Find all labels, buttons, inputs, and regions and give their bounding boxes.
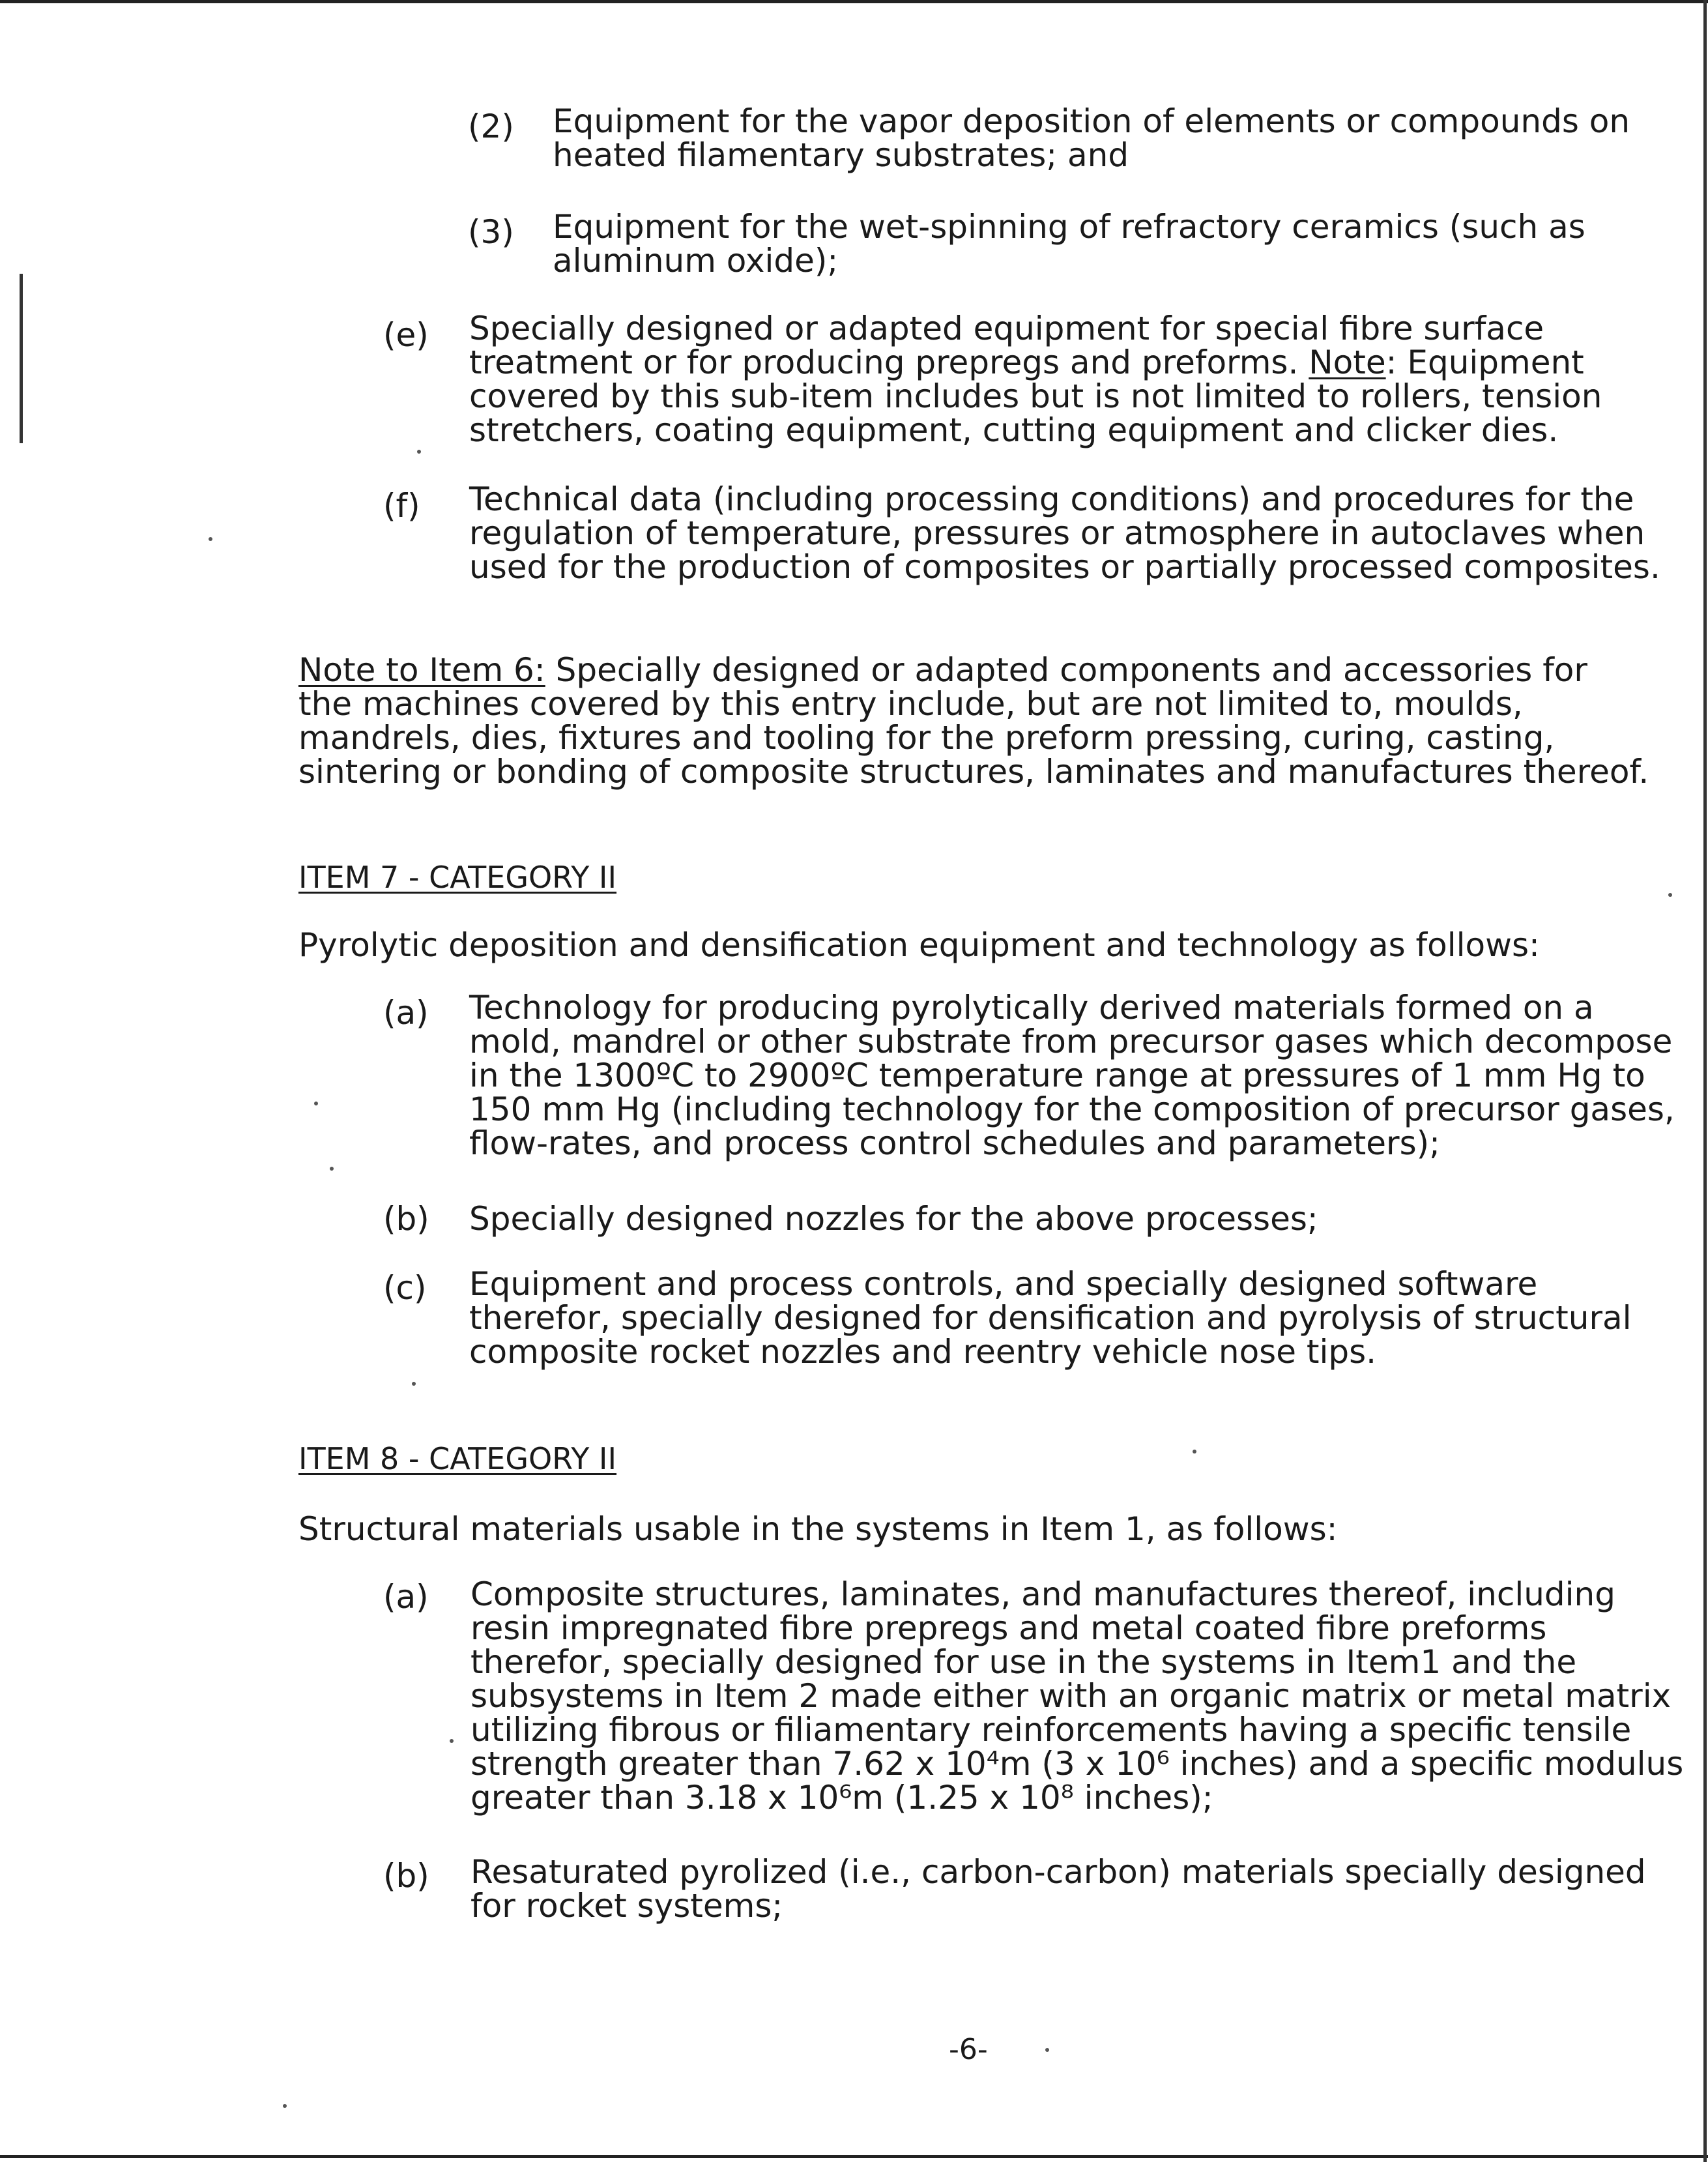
item-8-b-text bbox=[470, 1855, 1696, 1923]
item-2-paragraph: Equipment for the vapor deposition of elements or compounds on heated filamentary substrates; and bbox=[553, 102, 1630, 174]
item-e-text-before: Specially designed or adapted equipment for special fibre surface treatment or for producing prepregs and preforms. bbox=[469, 310, 1544, 381]
scan-edge-top bbox=[0, 0, 1708, 3]
scan-speck bbox=[1193, 1450, 1196, 1454]
scan-speck bbox=[1045, 2048, 1049, 2052]
item-8-a-text bbox=[470, 1577, 1696, 1815]
item-7-a-paragraph: Technology for producing pyrolytically derived materials formed on a mold, mandrel or other substrate from precursor gases which decompose in the 1300ºC to 2900ºC temperature range at pressures of 1 mm Hg to 150 mm Hg (including technology for the composition of precursor gases, flow-rates, and process control schedules and parameters); bbox=[469, 989, 1675, 1162]
item-7-intro: Pyrolytic deposition and densification equipment and technology as follows: bbox=[298, 926, 1540, 964]
item-e-text-after: : Equipment covered by this sub-item includes but is not limited to rollers, tension stretchers, coating equipment, cutting equipment and clicker dies. bbox=[469, 343, 1602, 449]
item-3-text bbox=[553, 210, 1660, 278]
scan-speck bbox=[1668, 893, 1672, 897]
item-8-b-paragraph: Resaturated pyrolized (i.e., carbon-carbon) materials specially designed for rocket systems; bbox=[470, 1853, 1646, 1925]
item-letter-e: (e) bbox=[383, 316, 429, 354]
item-letter-f: (f) bbox=[383, 487, 420, 525]
item-8-intro: Structural materials usable in the systems in Item 1, as follows: bbox=[298, 1510, 1338, 1548]
note-item-6-label: Note to Item 6: bbox=[298, 651, 545, 689]
item-number-2: (2) bbox=[468, 108, 514, 145]
scan-edge-left-mark bbox=[20, 274, 23, 443]
item-f-text bbox=[469, 482, 1681, 584]
note-to-item-6 bbox=[298, 653, 1693, 789]
item-7-c-paragraph: Equipment and process controls, and specially designed software therefor, specially designed for densification and pyrolysis of structural composite rocket nozzles and reentry vehicle nose tips. bbox=[469, 1265, 1632, 1371]
item-e-paragraph bbox=[469, 312, 1681, 447]
scan-speck bbox=[209, 537, 212, 541]
item-8-heading: ITEM 8 - CATEGORY II bbox=[298, 1441, 617, 1476]
note-item-6-text: Specially designed or adapted components and accessories for the machines covered by this entry include, but are not limited to, moulds, mandrels, dies, fixtures and tooling for the preform pressing, curing, casting, sintering or bonding of composite structures, laminates and manufactures thereof. bbox=[298, 651, 1649, 791]
scan-speck bbox=[450, 1739, 454, 1743]
scan-speck bbox=[314, 1102, 318, 1105]
scan-speck bbox=[330, 1167, 334, 1171]
scan-speck bbox=[283, 2104, 287, 2108]
scan-speck bbox=[417, 450, 421, 454]
item-2-text bbox=[553, 104, 1660, 172]
item-8-a-paragraph: Composite structures, laminates, and manufactures thereof, including resin impregnated fibre prepregs and metal coated fibre preforms therefor, specially designed for use in the systems in Item1 and the subsystems in Item 2 made either with an organic matrix or metal matrix utilizing fibrous or filiamentary reinforcements having a specific tensile strength greater than 7.62 x 10⁴m (3 x 10⁶ inches) and a specific modulus greater than 3.18 x 10⁶m (1.25 x 10⁸ inches); bbox=[470, 1575, 1684, 1817]
note-item-6-paragraph bbox=[298, 653, 1693, 789]
item-7-letter-c: (c) bbox=[383, 1269, 427, 1307]
scan-edge-right bbox=[1703, 0, 1707, 2162]
item-8-letter-b: (b) bbox=[383, 1857, 429, 1895]
item-e-note-label: Note bbox=[1309, 343, 1386, 381]
item-e-text bbox=[469, 312, 1681, 447]
item-7-c-text bbox=[469, 1267, 1694, 1369]
item-7-letter-a: (a) bbox=[383, 994, 429, 1032]
item-number-3: (3) bbox=[468, 213, 514, 251]
item-f-paragraph: Technical data (including processing conditions) and procedures for the regulation of temperature, pressures or atmosphere in autoclaves when used for the production of composites or partially processed composites. bbox=[469, 480, 1660, 586]
item-7-b-text: Specially designed nozzles for the above processes; bbox=[469, 1200, 1318, 1238]
item-7-letter-b: (b) bbox=[383, 1200, 429, 1238]
item-8-letter-a: (a) bbox=[383, 1578, 429, 1616]
item-7-a-text bbox=[469, 991, 1694, 1160]
scan-speck bbox=[412, 1382, 416, 1386]
item-7-heading: ITEM 7 - CATEGORY II bbox=[298, 860, 617, 895]
page-number: -6- bbox=[949, 2033, 988, 2066]
scan-edge-bottom bbox=[0, 2155, 1708, 2158]
item-3-paragraph: Equipment for the wet-spinning of refractory ceramics (such as aluminum oxide); bbox=[553, 208, 1585, 280]
